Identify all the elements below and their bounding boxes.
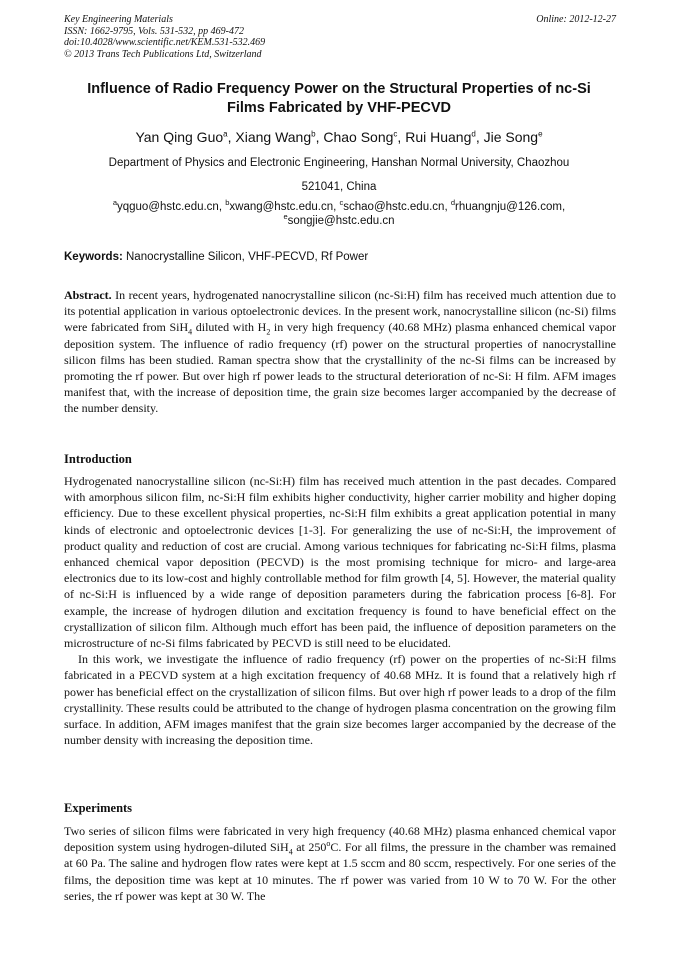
intro-paragraph-1: Hydrogenated nanocrystalline silicon (nc-Si:H) film has received much attention in the past decades. Compared with amorphous silicon film, nc-Si:H film exhibits higher conductivity, higher carrier mobility and higher doping efficiency. Due to these excellent physical properties, nc-Si:H film exhibits a great application potential in many kinds of electronic and optoelectronic devices [1-3]. For generalizing the use of nc-Si:H, the improvement of product quality and reduction of cost are crucial. Among various techniques for fabricating nc-Si:H films, plasma enhanced chemical vapor deposition (PECVD) is the most promising technique for micro- and large-area electronics due to its low-cost and highly controllable method for film growth [4, 5]. However, the material quality of nc-Si:H is influenced by a wide range of deposition parameters during the fabrication process [6-8]. For example, the increase of hydrogen dilution and excitation frequency is found to have beneficial effect on the crystallization of silicon film. Although much effort has been paid, the influence of deposition parameters on the microstructure of nc-Si films fabricated by PECVD is still need to be elucidated. [64, 474, 616, 651]
keywords-text: Nanocrystalline Silicon, VHF-PECVD, Rf Power [122, 251, 369, 263]
subscript: 4 [188, 327, 193, 337]
email-marker: e [283, 212, 288, 222]
superscript: o [326, 839, 331, 849]
paper-title [40, 80, 638, 118]
experiments-text: C. For all films, the pressure in the chamber was remained at 60 Pa. The saline and hydrogen flow rates were kept at 1.5 sccm and 80 sccm, respectively. For one series of the films, the deposition time was kept at 10 minutes. The rf power was varied from 10 W to 70 W. For the other series, the rf power was kept at 30 W. The [64, 840, 616, 903]
author-name: Jie Song [483, 129, 539, 145]
journal-header [64, 14, 616, 60]
author-marker: c [393, 129, 398, 139]
abstract-text: in very high frequency (40.68 MHz) plasma enhanced chemical vapor deposition system. The influence of radio frequency (rf) power on the structural properties of nanocrystalline silicon films has been studied. Raman spectra show that the crystallinity of the nc-Si films can be increased by promoting the rf power. But over high rf power leads to the structural deterioration of nc-Si: H film. AFM images manifest that, with the increase of deposition time, the grain size becomes larger accompanied by the decrease of the number density. [64, 320, 617, 416]
author-separator: , [475, 129, 484, 145]
author-list [40, 128, 638, 146]
email-list [40, 200, 638, 228]
title-line-2: Films Fabricated by VHF-PECVD [227, 100, 451, 116]
experiments-text: at 250 [292, 840, 327, 855]
copyright-line: © 2013 Trans Tech Publications Ltd, Switzerland [64, 48, 262, 60]
introduction-heading: Introduction [64, 452, 132, 466]
email-link[interactable]: rhuangnju@126.com, [455, 201, 566, 213]
subscript: 2 [266, 327, 271, 337]
email-link[interactable]: xwang@hstc.edu.cn, [229, 201, 340, 213]
affiliation-line-2: 521041, China [301, 181, 377, 193]
email-marker: b [225, 198, 230, 208]
author-marker: b [311, 129, 316, 139]
experiments-body [64, 823, 616, 904]
title-line-1: Influence of Radio Frequency Power on the Structural Properties of nc-Si [87, 81, 591, 97]
author-separator: , [227, 129, 236, 145]
author-separator: , [397, 129, 406, 145]
author-marker: d [471, 129, 476, 139]
author-name: Xiang Wang [235, 129, 312, 145]
experiments-text: Two series of silicon films were fabricated in very high frequency (40.68 MHz) plasma enhanced chemical vapor deposition system using hydrogen-diluted SiH [64, 824, 616, 855]
abstract [64, 287, 616, 417]
author-marker: a [223, 129, 228, 139]
abstract-text: In recent years, hydrogenated nanocrystalline silicon (nc-Si:H) film has received much attention due to its potential application in various optoelectronic devices. In the present work, nanocrystalline silicon (nc-Si) films were fabricated from SiH [64, 288, 616, 335]
keywords [64, 250, 616, 264]
author-marker: e [538, 129, 543, 139]
journal-name: Key Engineering Materials [64, 14, 173, 25]
author-name: Chao Song [323, 129, 394, 145]
author-name: Yan Qing Guo [135, 129, 224, 145]
online-date: Online: 2012-12-27 [536, 14, 616, 25]
subscript: 4 [288, 847, 293, 857]
abstract-text: diluted with H [192, 320, 267, 335]
email-marker: c [339, 198, 344, 208]
keywords-label: Keywords: [64, 251, 123, 263]
experiments-heading: Experiments [64, 801, 133, 815]
doi-line[interactable]: doi:10.4028/www.scientific.net/KEM.531-532.469 [64, 37, 266, 48]
introduction-body [64, 473, 616, 748]
issn-line: ISSN: 1662-9795, Vols. 531-532, pp 469-472 [64, 25, 244, 37]
author-name: Rui Huang [405, 129, 472, 145]
intro-paragraph-2: In this work, we investigate the influence of radio frequency (rf) power on the properties of nc-Si:H films fabricated in a PECVD system at a high excitation frequency of 40.68 MHz. It is found that a relatively high rf power has beneficial effect on the crystallization of silicon films. But over high rf power leads to a drop of the film crystallinity. These results could be attributed to the change of hydrogen plasma concentration on the growing film surface. In addition, AFM images manifest that the grain size becomes larger accompanied by the decrease of the number density with increasing the deposition time. [64, 652, 616, 748]
email-marker: a [112, 198, 117, 208]
email-link[interactable]: yqguo@hstc.edu.cn, [117, 201, 226, 213]
abstract-label: Abstract. [64, 288, 112, 302]
email-link[interactable]: schao@hstc.edu.cn, [343, 201, 451, 213]
email-marker: d [450, 198, 456, 208]
author-separator: , [315, 129, 324, 145]
email-link[interactable]: songjie@hstc.edu.cn [287, 215, 395, 227]
affiliation-line-1: Department of Physics and Electronic Engineering, Hanshan Normal University, Chaozhou [108, 157, 570, 169]
